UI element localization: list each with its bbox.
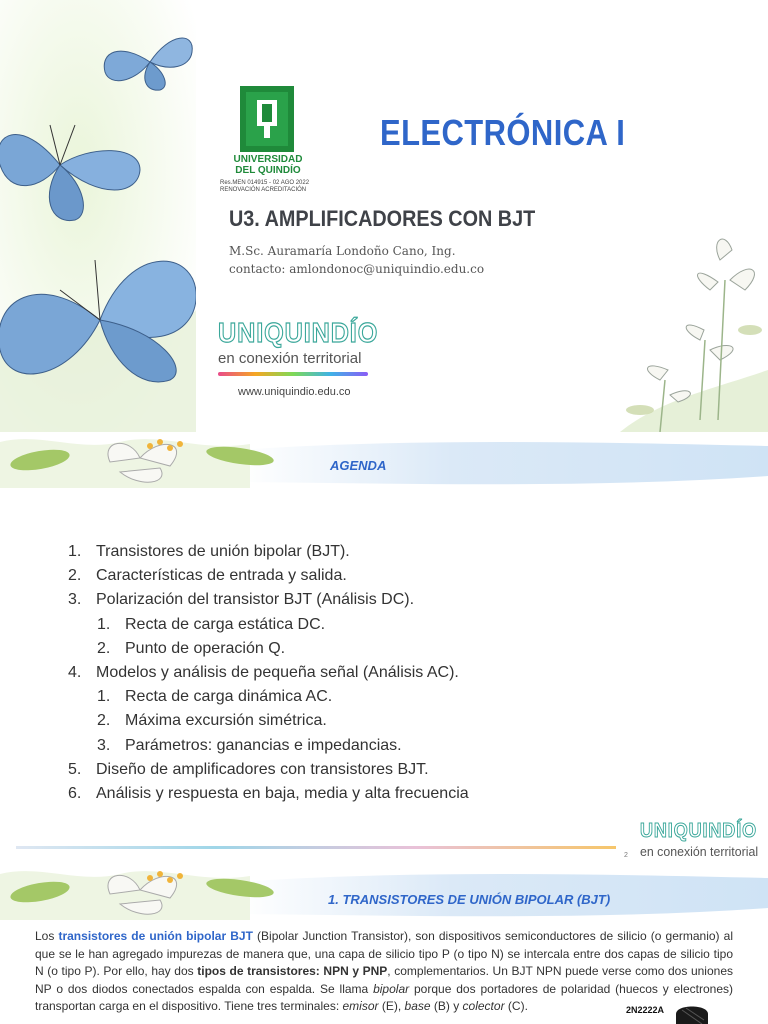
author-info (229, 242, 484, 278)
website-link[interactable]: www.uniquindio.edu.co (238, 386, 351, 398)
highlight-term: transistores de unión bipolar BJT (58, 929, 253, 943)
brand-tagline: en conexión territorial (640, 844, 759, 859)
agenda-subitem: 1. Recta de carga dinámica AC. (97, 688, 333, 706)
author-contact: contacto: amlondonoc@uniquindio.edu.co (229, 262, 485, 276)
university-logo (218, 86, 348, 198)
title-slide (0, 0, 768, 432)
brand-wordmark: UNIQUINDÍO (218, 317, 379, 348)
agenda-slide (0, 432, 768, 864)
brand-logo (218, 318, 396, 376)
brand-color-bar (218, 372, 368, 376)
university-name: UNIVERSIDAD DEL QUINDÍO (233, 154, 303, 176)
bjt-intro-slide (0, 864, 768, 1024)
brand-wordmark: UNIQUINDÍO (640, 820, 757, 842)
bjt-description: Los transistores de unión bipolar BJT (Bipolar Junction Transistor), son dispositivos semiconductores de silicio (o germanio) al que se le han agregado impurezas de manera que, una capa de silicio tipo P (o tipo N) se intercala entre dos capas de silicio tipo N (o tipo P). Por ello, hay dos tipos de transistores: NPN y PNP, complementarios. Un BJT NPN puede verse como dos uniones NP o dos diodos conectados espalda con espalda. Se llama bipolar porque dos portadores de polaridad (huecos y electrones) transportan carga en el dispositivo. Tiene tres terminales: emisor (E), base (B) y colector (C). (35, 929, 733, 1013)
agenda-list (68, 540, 469, 806)
butterfly-illustration (0, 0, 196, 432)
page-number: 2 (624, 852, 628, 859)
unit-title: U3. AMPLIFICADORES CON BJT (229, 206, 536, 231)
course-title: ELECTRÓNICA I (380, 112, 626, 153)
agenda-subitem: 2. Punto de operación Q. (97, 639, 286, 657)
agenda-heading: AGENDA (330, 458, 387, 473)
section-heading: 1. TRANSISTORES DE UNIÓN BIPOLAR (BJT) (328, 892, 611, 907)
bold-term: tipos de transistores: NPN y PNP (197, 964, 388, 978)
footer-divider (16, 846, 616, 849)
brand-tagline: en conexión territorial (218, 350, 362, 367)
agenda-subitem: 2. Máxima excursión simétrica. (97, 712, 327, 730)
footer-brand-logo (640, 820, 768, 859)
agenda-subitem: 3. Parámetros: ganancias e impedancias. (97, 736, 402, 754)
agenda-item: 6. Análisis y respuesta en baja, media y alta frecuencia (68, 784, 469, 802)
agenda-subitem: 1. Recta de carga estática DC. (97, 615, 326, 633)
agenda-item: 1. Transistores de unión bipolar (BJT). (68, 543, 350, 560)
agenda-item: 4. Modelos y análisis de pequeña señal (Análisis AC). (68, 663, 459, 681)
university-shield-icon (240, 86, 294, 152)
agenda-item: 2. Características de entrada y salida. (68, 567, 347, 585)
author-name: M.Sc. Auramaría Londoño Cano, Ing. (229, 244, 456, 258)
agenda-item: 5. Diseño de amplificadores con transistores BJT. (68, 760, 429, 778)
transistor-icon (672, 1000, 712, 1024)
transistor-label: 2N2222A (626, 1005, 665, 1015)
agenda-item: 3. Polarización del transistor BJT (Análisis DC). (68, 591, 415, 609)
flower-illustration (600, 220, 768, 432)
accreditation-note: Res.MEN 014915 - 02 AGO 2022 RENOVACIÓN ACREDITACIÓN (220, 180, 310, 193)
